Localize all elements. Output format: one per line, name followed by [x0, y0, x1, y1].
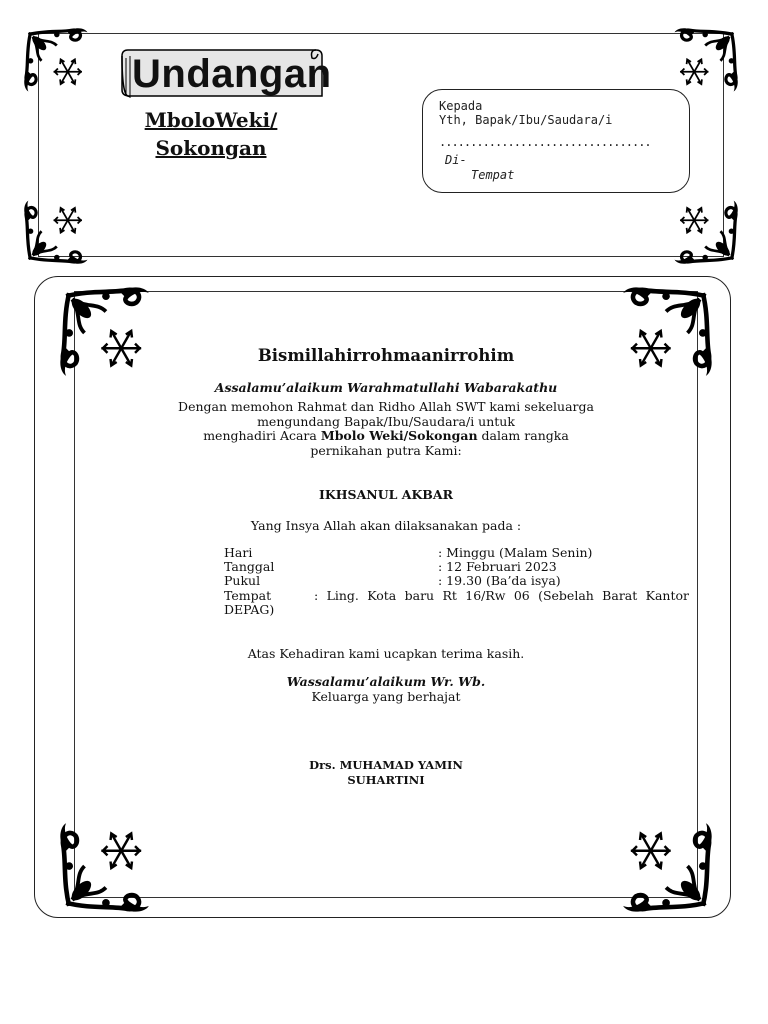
paragraph-line: pernikahan putra Kami: — [310, 442, 462, 458]
address-kepada: Kepada — [439, 99, 483, 113]
paragraph-line — [74, 429, 698, 444]
greeting-salam: Assalamu’alaikum Warahmatullahi Wabarakathu — [214, 380, 558, 395]
thanks-text: Atas Kehadiran kami ucapkan terima kasih. — [247, 646, 525, 661]
corner-ornament-icon — [60, 814, 158, 912]
corner-ornament-icon — [668, 28, 738, 98]
address-blank-line: .................................. — [439, 135, 651, 149]
signature-name: SUHARTINI — [347, 773, 425, 787]
corner-ornament-icon — [614, 814, 712, 912]
recipient-address-box — [422, 89, 690, 193]
invitation-paragraph — [74, 400, 698, 458]
schedule-label: Tanggal — [224, 559, 275, 574]
schedule-value: : Ling. Kota baru Rt 16/Rw 06 (Sebelah Barat Kantor DEPAG) — [224, 588, 689, 617]
event-name-line1: MboloWeki/ — [144, 108, 278, 132]
signature-name: Drs. MUHAMAD YAMIN — [309, 758, 463, 772]
address-yth: Yth, Bapak/Ibu/Saudara/i — [439, 113, 613, 127]
corner-ornament-icon — [24, 28, 94, 98]
schedule-intro: Yang Insya Allah akan dilaksanakan pada : — [250, 518, 522, 533]
schedule-value: : 12 Februari 2023 — [438, 559, 557, 574]
paragraph-line: Dengan memohon Rahmat dan Ridho Allah SWT kami sekeluarga — [178, 399, 594, 414]
paragraph-line: mengundang Bapak/Ibu/Saudara/i untuk — [257, 413, 515, 429]
schedule-value: : 19.30 (Ba’da isya) — [438, 573, 561, 588]
corner-ornament-icon — [24, 194, 94, 264]
paragraph-text: dalam rangka — [481, 428, 569, 443]
event-name — [118, 106, 304, 162]
invitation-title: Undangan — [132, 52, 332, 96]
closing-salam: Wassalamu’alaikum Wr. Wb. — [286, 674, 486, 689]
address-tempat: Tempat — [471, 168, 515, 182]
schedule-label: Tempat — [224, 588, 272, 603]
corner-ornament-icon — [614, 287, 712, 385]
schedule-value: : Minggu (Malam Senin) — [438, 545, 593, 560]
schedule-label: Hari — [224, 545, 253, 560]
event-name-inline: Mbolo Weki/Sokongan — [320, 428, 478, 443]
corner-ornament-icon — [60, 287, 158, 385]
host-family: Keluarga yang berhajat — [311, 689, 461, 704]
bismillah-heading: Bismillahirrohmaanirrohim — [257, 346, 515, 365]
address-di: Di- — [445, 153, 467, 167]
paragraph-text: menghadiri Acara — [203, 428, 317, 443]
corner-ornament-icon — [668, 194, 738, 264]
groom-name: IKHSANUL AKBAR — [319, 487, 453, 502]
schedule-row-tempat — [224, 589, 689, 617]
schedule-label: Pukul — [224, 573, 261, 588]
event-name-line2: Sokongan — [155, 136, 267, 160]
